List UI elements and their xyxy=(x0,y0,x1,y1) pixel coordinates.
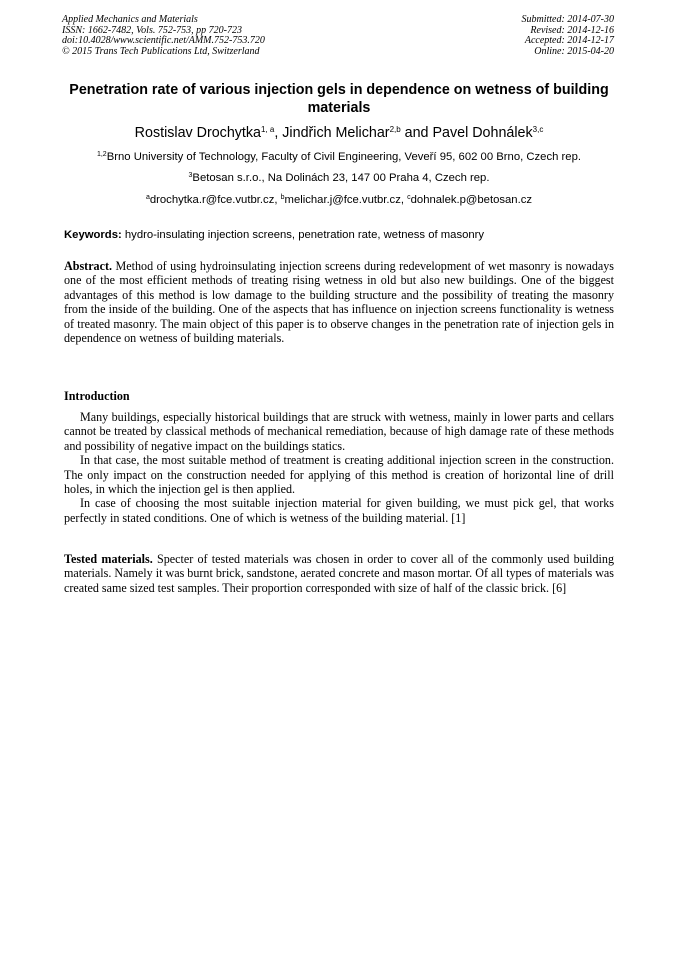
author-1-sup: 1, a xyxy=(261,125,275,134)
affiliation-2 xyxy=(30,171,648,185)
author-separator-1: , Jindřich Melichar xyxy=(274,125,390,141)
author-separator-2: and Pavel Dohnálek xyxy=(400,125,533,141)
email-a-sup: a xyxy=(145,194,150,201)
introduction-body xyxy=(64,410,614,525)
email-line xyxy=(30,193,648,207)
section-heading-introduction: Introduction xyxy=(64,389,130,403)
journal-header xyxy=(62,15,265,57)
journal-name: Applied Mechanics and Materials xyxy=(62,14,198,25)
doi-line: doi:10.4028/www.scientific.net/AMM.752-753.720 xyxy=(62,35,265,46)
affiliation-1-text: Brno University of Technology, Faculty of Civil Engineering, Veveří 95, 602 00 Brno, Czech rep. xyxy=(106,151,582,163)
accepted-date: Accepted: 2014-12-17 xyxy=(524,35,614,46)
tested-materials-label: Tested materials. xyxy=(64,552,153,566)
revised-date: Revised: 2014-12-16 xyxy=(530,24,614,36)
author-2-sup: 2,b xyxy=(389,125,401,134)
dates-header xyxy=(522,15,615,57)
paragraph: In case of choosing the most suitable injection material for given building, we must pick gel, that works perfectly in stated conditions. One of which is wetness of the building material. [1] xyxy=(64,496,614,525)
email-b[interactable]: melichar.j@fce.vutbr.cz, xyxy=(284,194,408,206)
author-3-sup: 3,c xyxy=(532,125,544,134)
author-line xyxy=(40,124,638,142)
affiliation-1-sup: 1,2 xyxy=(96,151,107,158)
copyright-line: © 2015 Trans Tech Publications Ltd, Switzerland xyxy=(62,45,260,57)
tested-materials-text: Specter of tested materials was chosen in order to cover all of the commonly used building materials. Namely it was burnt brick, sandstone, aerated concrete and mason mortar. Of all types of materials was created same sized test samples. Their proportion corresponded with size of half of the classic brick. [6] xyxy=(64,552,614,595)
keywords-text: hydro-insulating injection screens, penetration rate, wetness of masonry xyxy=(121,229,485,241)
tested-materials xyxy=(64,552,614,595)
affiliation-2-text: Betosan s.r.o., Na Dolinách 23, 147 00 Praha 4, Czech rep. xyxy=(192,172,490,184)
author-1-name: Rostislav Drochytka xyxy=(134,125,261,141)
paragraph: Many buildings, especially historical buildings that are struck with wetness, mainly in lower parts and cellars cannot be treated by classical methods of mechanical remediation, because of high damage rate of these methods and possibility of negative impact on the buildings statics. xyxy=(64,410,614,453)
paper-title: Penetration rate of various injection gels in dependence on wetness of building materials xyxy=(69,82,609,116)
abstract xyxy=(64,259,614,345)
affiliation-2-sup: 3 xyxy=(188,172,193,179)
keywords-label: Keywords: xyxy=(64,229,122,241)
online-date: Online: 2015-04-20 xyxy=(534,45,614,57)
email-a[interactable]: drochytka.r@fce.vutbr.cz, xyxy=(149,194,281,206)
issn-line: ISSN: 1662-7482, Vols. 752-753, pp 720-723 xyxy=(62,24,242,36)
keywords xyxy=(64,228,624,242)
email-c[interactable]: dohnalek.p@betosan.cz xyxy=(410,194,533,206)
abstract-text: Method of using hydroinsulating injection screens during redevelopment of wet masonry is nowadays one of the most efficient methods of treating rising wetness in old but also new buildings. One of the biggest advantages of this method is low damage to the building structure and the possibility of treating the masonry from the inside of the building. One of the aspects that has influence on injection screens functionality is wetness of treated masonry. The main object of this paper is to observe changes in the penetration rate of injection gels in dependence on wetness of building materials. xyxy=(64,259,614,346)
abstract-label: Abstract. xyxy=(64,259,113,273)
email-b-sup: b xyxy=(280,194,285,201)
email-c-sup: c xyxy=(407,194,411,201)
affiliation-1 xyxy=(30,150,648,164)
submitted-date: Submitted: 2014-07-30 xyxy=(521,14,614,25)
paragraph: In that case, the most suitable method of treatment is creating additional injection screen in the construction. The only impact on the construction needed for applying of this method is creation of horizontal line of drill holes, in which the injection gel is then applied. xyxy=(64,453,614,497)
